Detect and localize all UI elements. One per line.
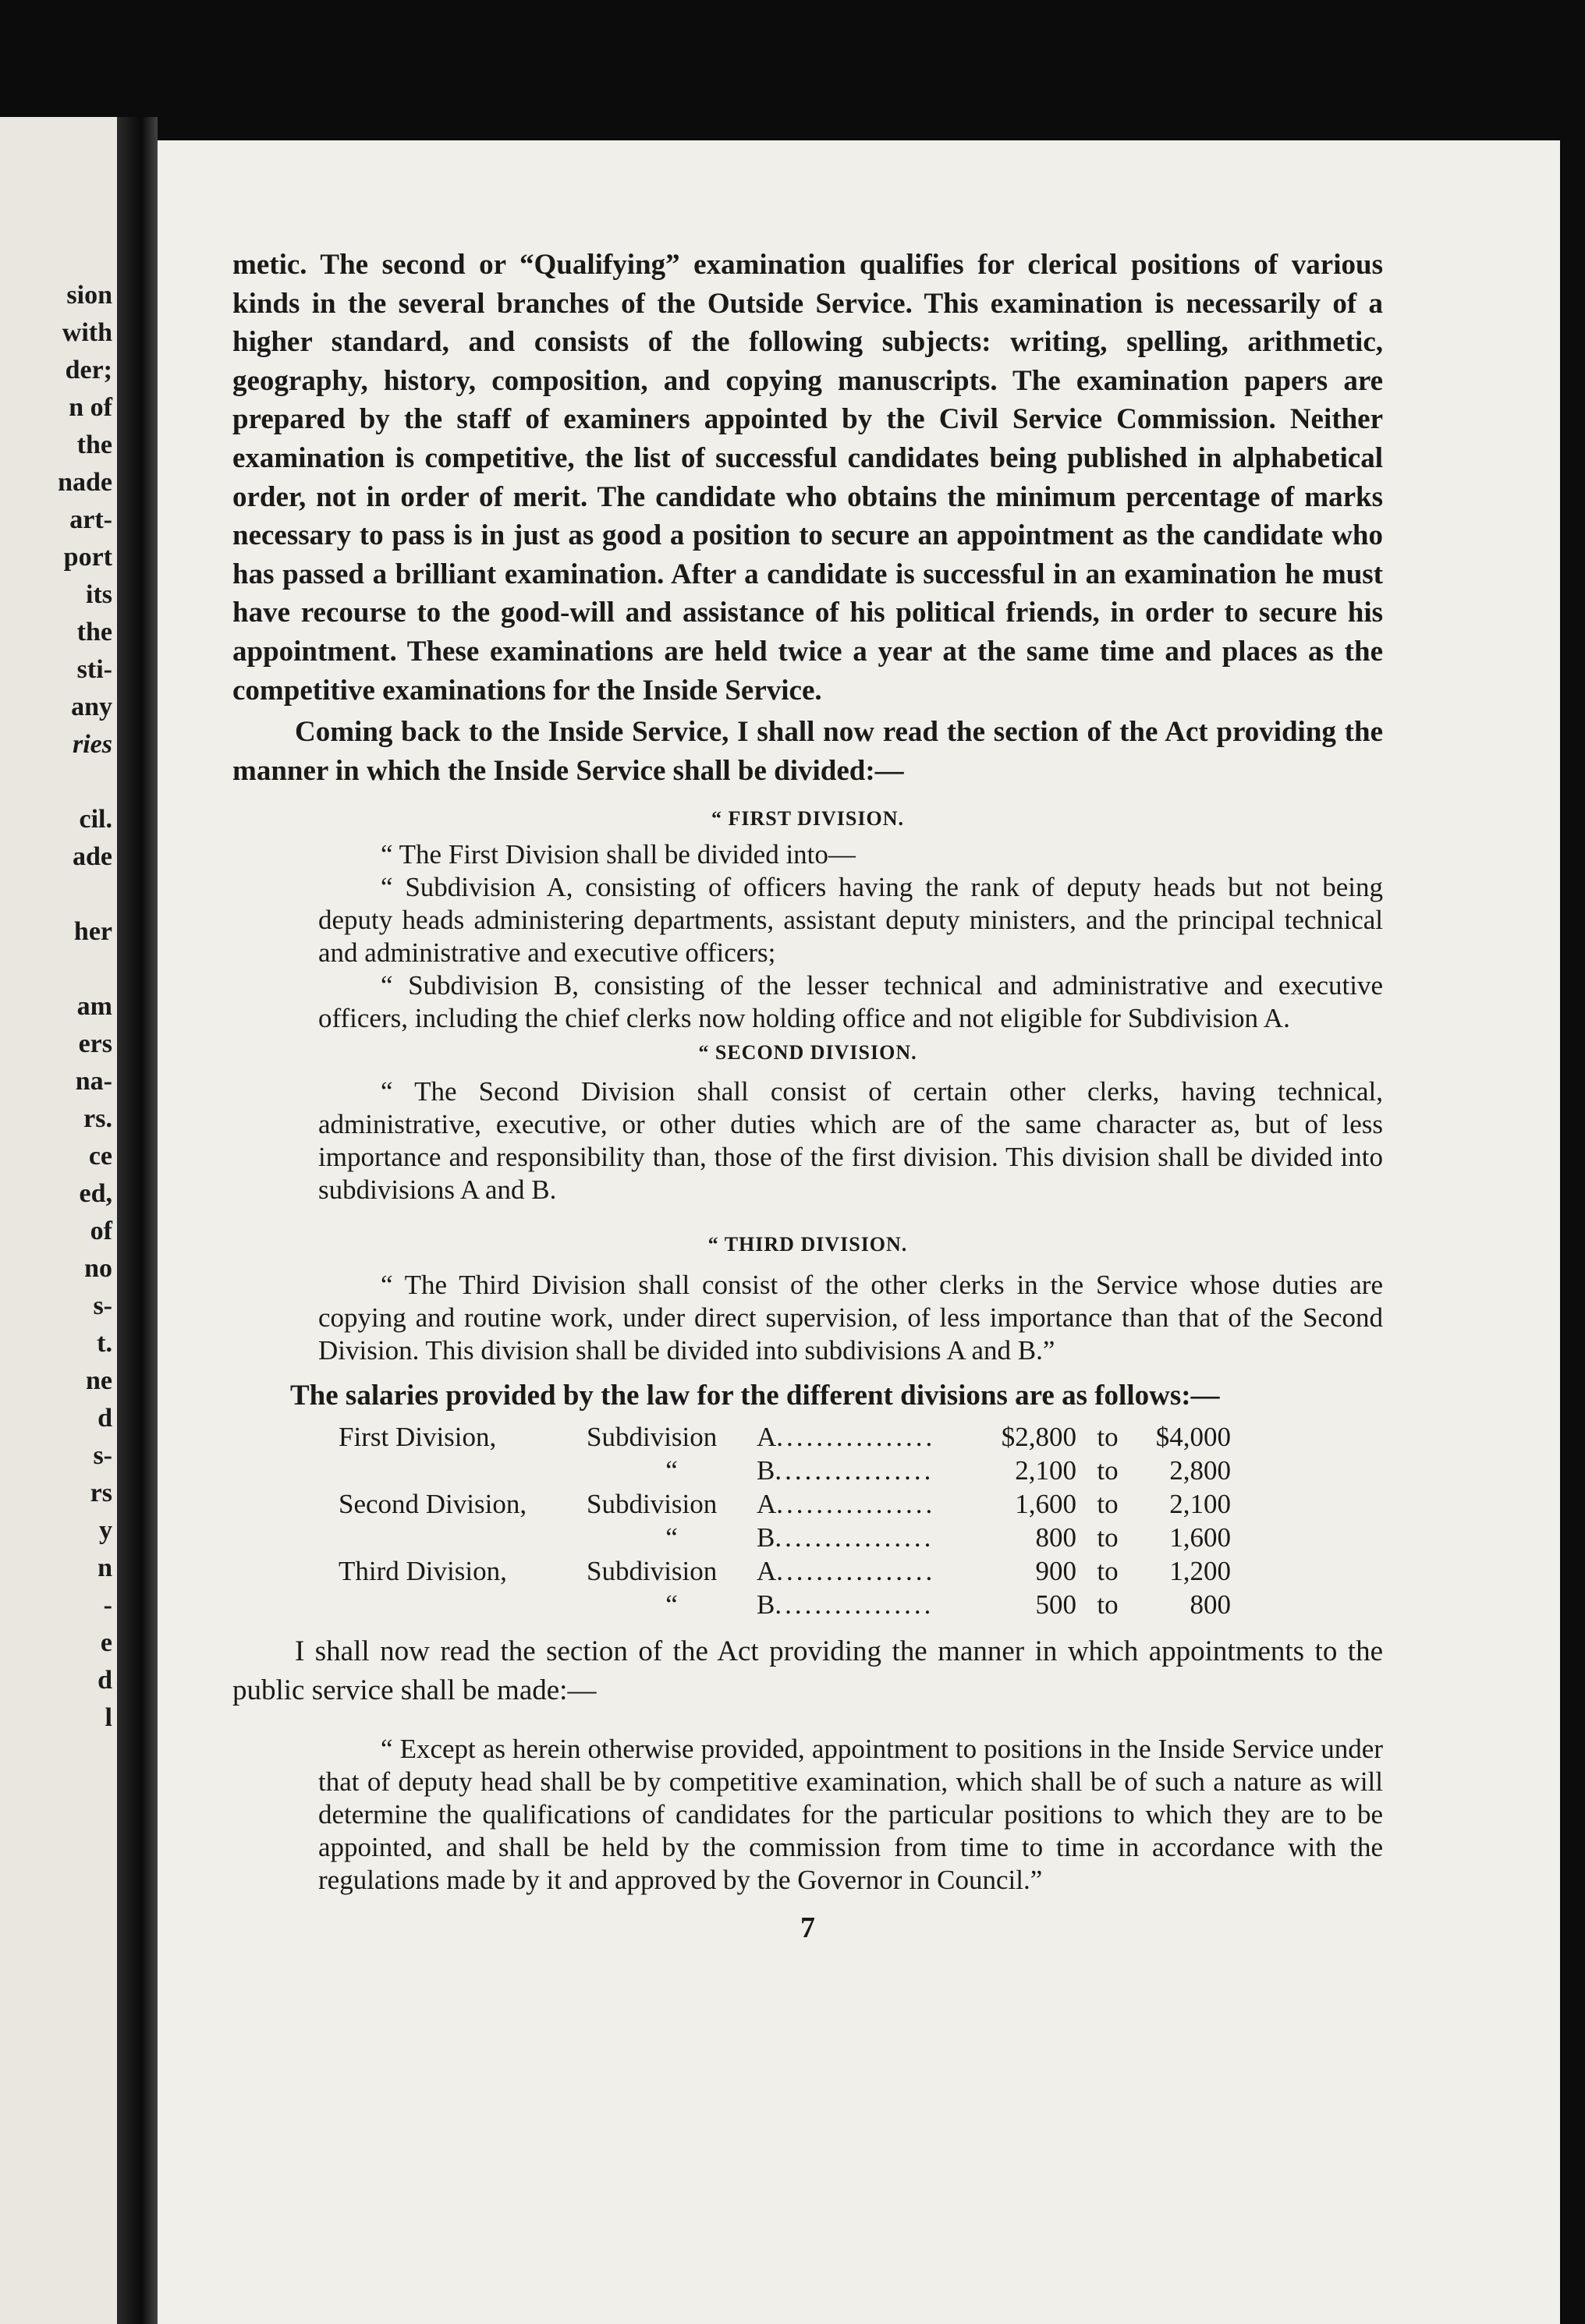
- left-page-fragment: rs: [90, 1479, 112, 1507]
- left-page-fragment: port: [63, 543, 112, 572]
- quote-subdivision-b: “ Subdivision B, consisting of the lesser technical and administrative and executive officers, including the chief clerks now holding office and not eligible for Subdivision A.: [318, 970, 1383, 1034]
- salary-to: to: [1097, 1454, 1119, 1486]
- salary-division: Second Division,: [339, 1488, 527, 1519]
- paragraph-qualifying-exam: metic. The second or “Qualifying” examination qualifies for clerical positions of various kinds in the several branches of the Outside Service. This examination is necessarily of a higher standard, and consists of the following subjects: writing, spelling, arithmetic, geography, history, composition, and copying manuscripts. The examination papers are prepared by the staff of examiners appointed by the Civil Service Commission. Neither examination is competitive, the list of successful candidates being published in alphabetical order, not in order of merit. The candidate who obtains the minimum percentage of marks necessary to pass is in just as good a position to secure an appointment as the candidate who has passed a brilliant examination. After a candidate is successful in an examination he must have recourse to the good-will and assistance of his political friends, in order to secure his appointment. These examinations are held twice a year at the same time and places as the competitive examinations for the Inside Service.: [232, 249, 1383, 707]
- salary-subdivision: “: [665, 1454, 678, 1486]
- salary-row: [339, 1554, 1231, 1588]
- salary-row: [339, 1454, 1231, 1487]
- salary-letter-text: B: [757, 1454, 775, 1486]
- dot-leader: ................: [776, 1555, 936, 1586]
- left-page-fragment: any: [71, 693, 112, 721]
- salary-upto: $4,000: [1155, 1421, 1231, 1452]
- left-page-fragment: am: [76, 992, 112, 1021]
- dot-leader: ................: [775, 1522, 934, 1553]
- salary-division: [339, 1454, 587, 1487]
- page-number: 7: [800, 1911, 815, 1945]
- salary-letter: [757, 1588, 983, 1621]
- paragraph-appointments: I shall now read the section of the Act providing the manner in which appointments to the public service shall be made:—: [232, 1635, 1383, 1706]
- salary-row: [339, 1521, 1231, 1554]
- left-page-fragment: no: [84, 1254, 112, 1283]
- quote-second-text: “ The Second Division shall consist of certain other clerks, having technical, administrative, executive, or other duties which are of the same character as, but of less importance and responsibility than, those of the first division. This division shall be divided into subdivisions A and B.: [318, 1076, 1383, 1206]
- quote-appointments: [318, 1733, 1383, 1897]
- left-page-fragment: ade: [73, 842, 112, 871]
- left-page-fragment: [27, 876, 112, 913]
- salary-subdivision: Subdivision: [587, 1488, 718, 1519]
- salary-division: [339, 1588, 587, 1621]
- salary-upto: 1,600: [1169, 1522, 1231, 1553]
- salary-from: $2,800: [1001, 1421, 1076, 1452]
- left-page-fragment: der;: [65, 356, 112, 384]
- left-page-fragment: t.: [97, 1329, 112, 1358]
- salary-division: Third Division,: [339, 1555, 507, 1586]
- salary-letter: [757, 1420, 983, 1454]
- left-page-fragment: ed,: [79, 1179, 112, 1208]
- salary-upto: 800: [1190, 1589, 1231, 1620]
- quote-third-division: [318, 1269, 1383, 1367]
- left-page-fragment: s-: [93, 1441, 112, 1470]
- left-page-fragment: its: [86, 580, 112, 609]
- salary-letter: [757, 1554, 983, 1588]
- salary-to: to: [1097, 1421, 1119, 1452]
- salary-row: [339, 1420, 1231, 1454]
- left-page-fragment: d: [98, 1666, 112, 1695]
- heading-third-division: “ THIRD DIVISION.: [707, 1233, 908, 1256]
- dot-leader: ................: [775, 1589, 934, 1620]
- salary-from: 800: [1035, 1522, 1076, 1553]
- salary-letter: [757, 1454, 983, 1487]
- salary-division: First Division,: [339, 1421, 497, 1452]
- paragraph-salaries: The salaries provided by the law for the different divisions are as follows:—: [290, 1380, 1220, 1412]
- left-page-fragment: [27, 951, 112, 988]
- salary-to: to: [1097, 1555, 1119, 1586]
- left-page-fragment: of: [90, 1217, 112, 1245]
- salary-letter-text: A: [757, 1421, 777, 1452]
- left-page-fragment: with: [62, 318, 112, 347]
- left-page-fragment: s-: [93, 1291, 112, 1320]
- salary-from: 1,600: [1015, 1488, 1076, 1519]
- salary-subdivision: “: [665, 1589, 678, 1620]
- salary-letter-text: A: [757, 1555, 777, 1586]
- salary-table: [339, 1420, 1231, 1621]
- salary-letter: [757, 1487, 983, 1521]
- left-page-fragment: -: [103, 1591, 112, 1620]
- quote-first-division: [318, 838, 1383, 1035]
- left-page-fragment: ries: [73, 730, 112, 759]
- salary-upto: 2,100: [1169, 1488, 1231, 1519]
- salary-subdivision: Subdivision: [587, 1555, 718, 1586]
- left-page-fragment: sti-: [76, 655, 112, 684]
- salary-letter-text: B: [757, 1522, 775, 1553]
- salary-from: 2,100: [1015, 1454, 1076, 1486]
- salary-from: 500: [1035, 1589, 1076, 1620]
- salary-letter-text: A: [757, 1488, 777, 1519]
- left-page-text-fragments: [27, 277, 112, 1737]
- salary-division: [339, 1521, 587, 1554]
- dot-leader: ................: [775, 1454, 934, 1486]
- left-page-fragment: art-: [69, 505, 112, 534]
- left-page-fragment: y: [99, 1516, 112, 1545]
- left-page-fragment: the: [76, 430, 112, 459]
- left-page-fragment: sion: [66, 281, 112, 310]
- salary-subdivision: “: [665, 1522, 678, 1553]
- left-page-fragment: d: [98, 1404, 112, 1433]
- dot-leader: ................: [776, 1488, 936, 1519]
- left-page-fragment: the: [76, 618, 112, 647]
- left-page-fragment: cil.: [79, 805, 112, 834]
- left-page-fragment: rs.: [83, 1104, 112, 1133]
- left-page-fragment: ers: [78, 1029, 112, 1058]
- salary-subdivision: Subdivision: [587, 1421, 718, 1452]
- left-page: [0, 117, 117, 2324]
- salary-row: [339, 1588, 1231, 1621]
- salary-upto: 1,200: [1169, 1555, 1231, 1586]
- left-page-fragment: ce: [88, 1142, 112, 1171]
- quote-subdivision-a: “ Subdivision A, consisting of officers having the rank of deputy heads but not being deputy heads administering departments, assistant deputy ministers, and the principal technical and administrative and executive officers;: [318, 872, 1383, 969]
- book-gutter: [117, 117, 158, 2324]
- left-page-fragment: n of: [69, 393, 112, 422]
- quote-third-text: “ The Third Division shall consist of the other clerks in the Service whose duties are copying and routine work, under direct supervision, of less importance than that of the Second Division. This division shall be divided into subdivisions A and B.”: [318, 1270, 1383, 1366]
- left-page-fragment: na-: [75, 1067, 112, 1096]
- left-page-fragment: e: [100, 1628, 112, 1657]
- quote-second-division: [318, 1075, 1383, 1206]
- page-content: [232, 246, 1383, 1945]
- salary-letter: [757, 1521, 983, 1554]
- right-page: [158, 140, 1560, 2324]
- salary-letter-text: B: [757, 1589, 775, 1620]
- salary-to: to: [1097, 1589, 1119, 1620]
- page-edge-mark: [1532, 279, 1546, 310]
- salary-from: 900: [1035, 1555, 1076, 1586]
- salary-to: to: [1097, 1488, 1119, 1519]
- quote-appointments-text: “ Except as herein otherwise provided, appointment to positions in the Inside Service under that of deputy head shall be by competitive examination, which shall be of such a nature as will determine the qualifications of candidates for the particular positions to which they are to be appointed, and shall be held by the commission from time to time in accordance with the regulations made by it and approved by the Governor in Council.”: [318, 1734, 1383, 1896]
- salary-to: to: [1097, 1522, 1119, 1553]
- dot-leader: ................: [776, 1421, 936, 1452]
- quote-first-line: “ The First Division shall be divided into—: [381, 839, 856, 870]
- left-page-fragment: ne: [86, 1366, 112, 1395]
- salary-upto: 2,800: [1169, 1454, 1231, 1486]
- paragraph-inside-service: Coming back to the Inside Service, I shall now read the section of the Act providing the manner in which the Inside Service shall be divided:—: [232, 716, 1383, 787]
- heading-first-division: “ FIRST DIVISION.: [711, 807, 904, 831]
- salary-row: [339, 1487, 1231, 1521]
- left-page-fragment: nade: [58, 468, 112, 497]
- left-page-fragment: n: [98, 1553, 112, 1582]
- left-page-fragment: l: [105, 1703, 112, 1732]
- left-page-fragment: her: [73, 917, 112, 946]
- heading-second-division: “ SECOND DIVISION.: [698, 1041, 917, 1065]
- left-page-fragment: [27, 763, 112, 801]
